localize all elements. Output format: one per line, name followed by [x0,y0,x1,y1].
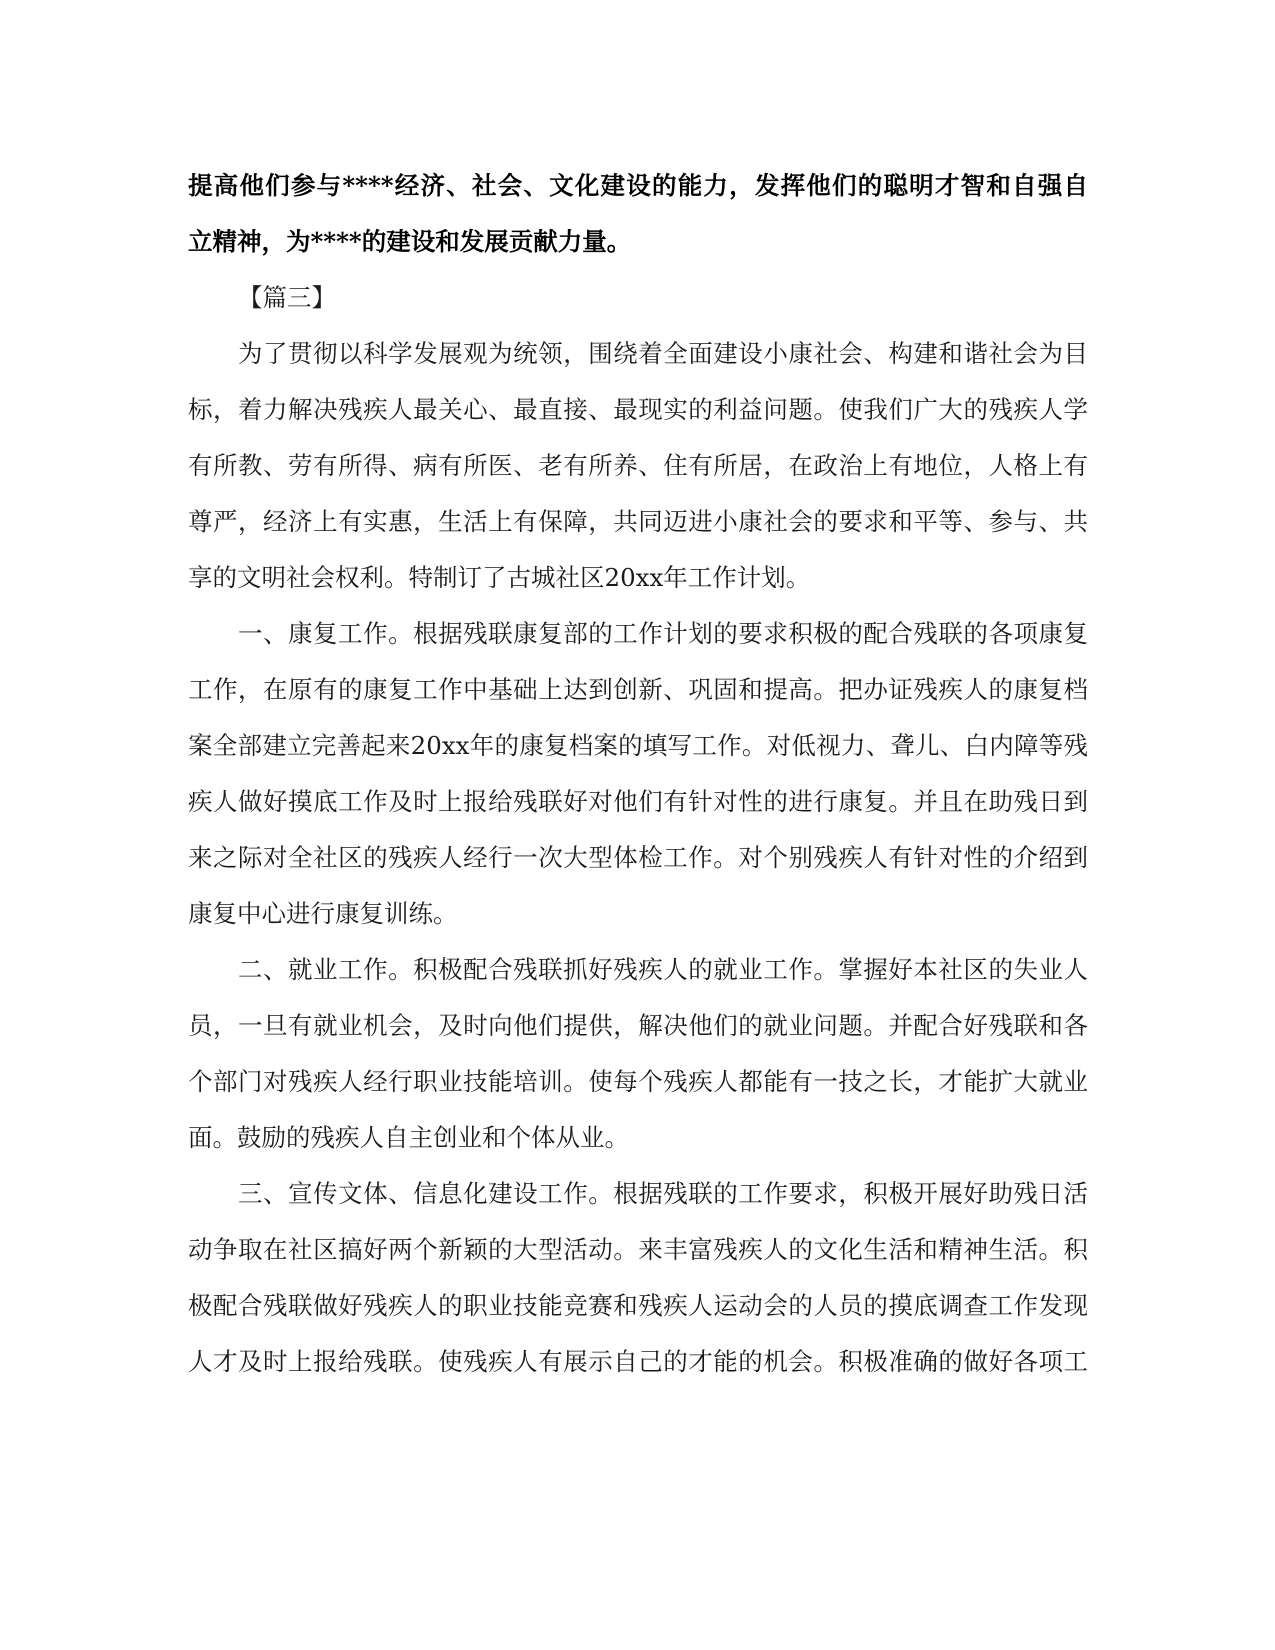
paragraph-line: 尊严，经济上有实惠，生活上有保障，共同迈进小康社会的要求和平等、参与、共 [188,507,1088,536]
paragraph-line: 疾人做好摸底工作及时上报给残联好对他们有针对性的进行康复。并且在助残日到 [188,787,1088,816]
paragraph-line: 工作，在原有的康复工作中基础上达到创新、巩固和提高。把办证残疾人的康复档 [188,675,1088,704]
paragraph-line: 享的文明社会权利。特制订了古城社区20xx年工作计划。 [188,563,811,592]
paragraph-line: 极配合残联做好残疾人的职业技能竞赛和残疾人运动会的人员的摸底调查工作发现 [188,1291,1088,1320]
section-heading: 【篇三】 [238,283,336,312]
paragraph-line: 有所教、劳有所得、病有所医、老有所养、住有所居，在政治上有地位，人格上有 [188,451,1088,480]
paragraph-line: 动争取在社区搞好两个新颖的大型活动。来丰富残疾人的文化生活和精神生活。积 [188,1235,1088,1264]
paragraph-line: 立精神，为****的建设和发展贡献力量。 [188,227,632,256]
paragraph-line: 康复中心进行康复训练。 [188,899,458,928]
paragraph-line: 一、康复工作。根据残联康复部的工作计划的要求积极的配合残联的各项康复 [238,619,1088,648]
paragraph-line: 来之际对全社区的残疾人经行一次大型体检工作。对个别残疾人有针对性的介绍到 [188,843,1088,872]
paragraph-line: 为了贯彻以科学发展观为统领，围绕着全面建设小康社会、构建和谐社会为目 [238,339,1088,368]
paragraph-line: 三、宣传文体、信息化建设工作。根据残联的工作要求，积极开展好助残日活 [238,1179,1088,1208]
paragraph-line: 案全部建立完善起来20xx年的康复档案的填写工作。对低视力、聋儿、白内障等残 [188,731,1088,760]
paragraph-line: 人才及时上报给残联。使残疾人有展示自己的才能的机会。积极准确的做好各项工 [188,1347,1088,1376]
paragraph-line: 面。鼓励的残疾人自主创业和个体从业。 [188,1123,629,1152]
paragraph-line: 二、就业工作。积极配合残联抓好残疾人的就业工作。掌握好本社区的失业人 [238,955,1088,984]
paragraph-line: 标，着力解决残疾人最关心、最直接、最现实的利益问题。使我们广大的残疾人学 [188,395,1088,424]
paragraph-line: 提高他们参与****经济、社会、文化建设的能力，发挥他们的聪明才智和自强自 [188,171,1088,200]
paragraph-line: 员，一旦有就业机会，及时向他们提供，解决他们的就业问题。并配合好残联和各 [188,1011,1088,1040]
paragraph-line: 个部门对残疾人经行职业技能培训。使每个残疾人都能有一技之长，才能扩大就业 [188,1067,1088,1096]
